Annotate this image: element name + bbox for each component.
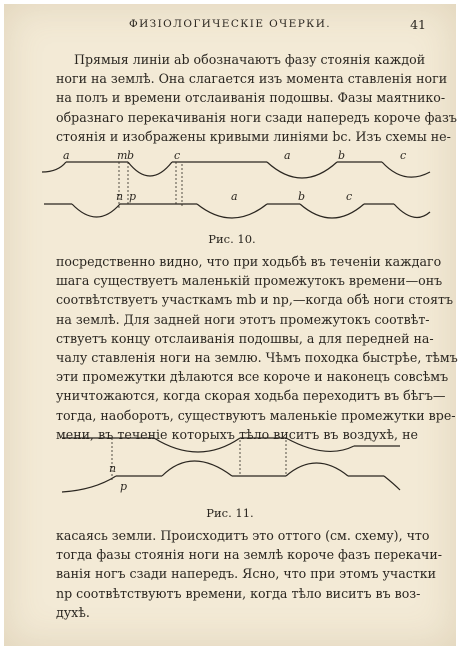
figure-11-caption: Рис. 11. <box>206 506 254 520</box>
label-a: a <box>231 190 238 203</box>
text-line: уничтожаются, когда скорая ходьба переходитъ въ бѣгъ— <box>56 388 446 404</box>
label-a: a <box>63 150 70 162</box>
paragraph-1 <box>56 50 457 146</box>
text-line: эти промежутки дѣлаются все короче и наконецъ совсѣмъ <box>56 369 449 385</box>
text-line: Прямыя линіи ab обозначаютъ фазу стоянія каждой <box>74 52 426 67</box>
label-b: b <box>298 190 306 203</box>
text-line: тогда, наоборотъ, существуютъ маленькіе промежутки вре- <box>56 407 456 423</box>
label-n: n <box>116 190 124 203</box>
text-line: стоянія и изображены кривыми линіями bc. Изъ схемы не- <box>56 128 451 144</box>
text-line: np соотвѣтствуютъ времени, когда тѣло виситъ въ воз- <box>56 585 421 601</box>
figure-10-caption: Рис. 10. <box>208 232 256 246</box>
text-line: образнаго перекачиванія ноги сзади напередъ короче фазъ <box>56 109 457 125</box>
label-b: b <box>338 150 346 162</box>
text-line: тогда фазы стоянія ноги на землѣ короче фазъ перекачи- <box>56 547 443 563</box>
book-page <box>4 4 456 646</box>
text-line: мени, въ теченіе которыхъ тѣло виситъ въ воздухѣ, не <box>56 426 418 442</box>
figure-11 <box>54 428 406 520</box>
label-c: c <box>400 150 407 162</box>
figure-11-diagram <box>54 428 406 502</box>
paragraph-3 <box>56 526 443 622</box>
text-line: ствуетъ концу отслаиванія подошвы, а для передней на- <box>56 330 434 346</box>
label-n: n <box>109 462 117 475</box>
label-p: p <box>120 480 128 493</box>
text-line: соотвѣтствуетъ участкамъ mb и np,—когда обѣ ноги стоятъ <box>56 292 453 308</box>
label-m: m <box>117 150 128 162</box>
label-p: p <box>129 190 137 203</box>
running-title: ФИЗІОЛОГИЧЕСКІЕ ОЧЕРКИ. <box>128 18 331 30</box>
text-line: духѣ. <box>56 604 90 620</box>
label-c: c <box>174 150 181 162</box>
text-line: чалу ставленія ноги на землю. Чѣмъ походка быстрѣе, тѣмъ <box>56 350 458 366</box>
label-b: b <box>127 150 135 162</box>
text-line: шага существуетъ маленькій промежутокъ времени—онъ <box>56 273 443 289</box>
text-line: посредственно видно, что при ходьбѣ въ теченіи каждаго <box>56 254 442 269</box>
page-header <box>4 18 456 38</box>
page-number: 41 <box>410 17 426 32</box>
text-line: ноги на землѣ. Она слагается изъ момента ставленія ноги <box>56 71 448 87</box>
text-line: на полъ и времени отслаиванія подошвы. Фазы маятнико- <box>56 90 446 106</box>
figure-10 <box>32 150 432 250</box>
text-line: касаясь земли. Происходитъ это оттого (см. схему), что <box>56 528 430 543</box>
label-c: c <box>346 190 353 203</box>
figure-10-diagram <box>32 150 432 230</box>
text-line: ванія ногъ сзади напередъ. Ясно, что при этомъ участки <box>56 566 437 582</box>
label-a: a <box>284 150 291 162</box>
text-line: на землѣ. Для задней ноги этотъ промежутокъ соотвѣт- <box>56 311 430 327</box>
paragraph-2 <box>56 252 458 444</box>
